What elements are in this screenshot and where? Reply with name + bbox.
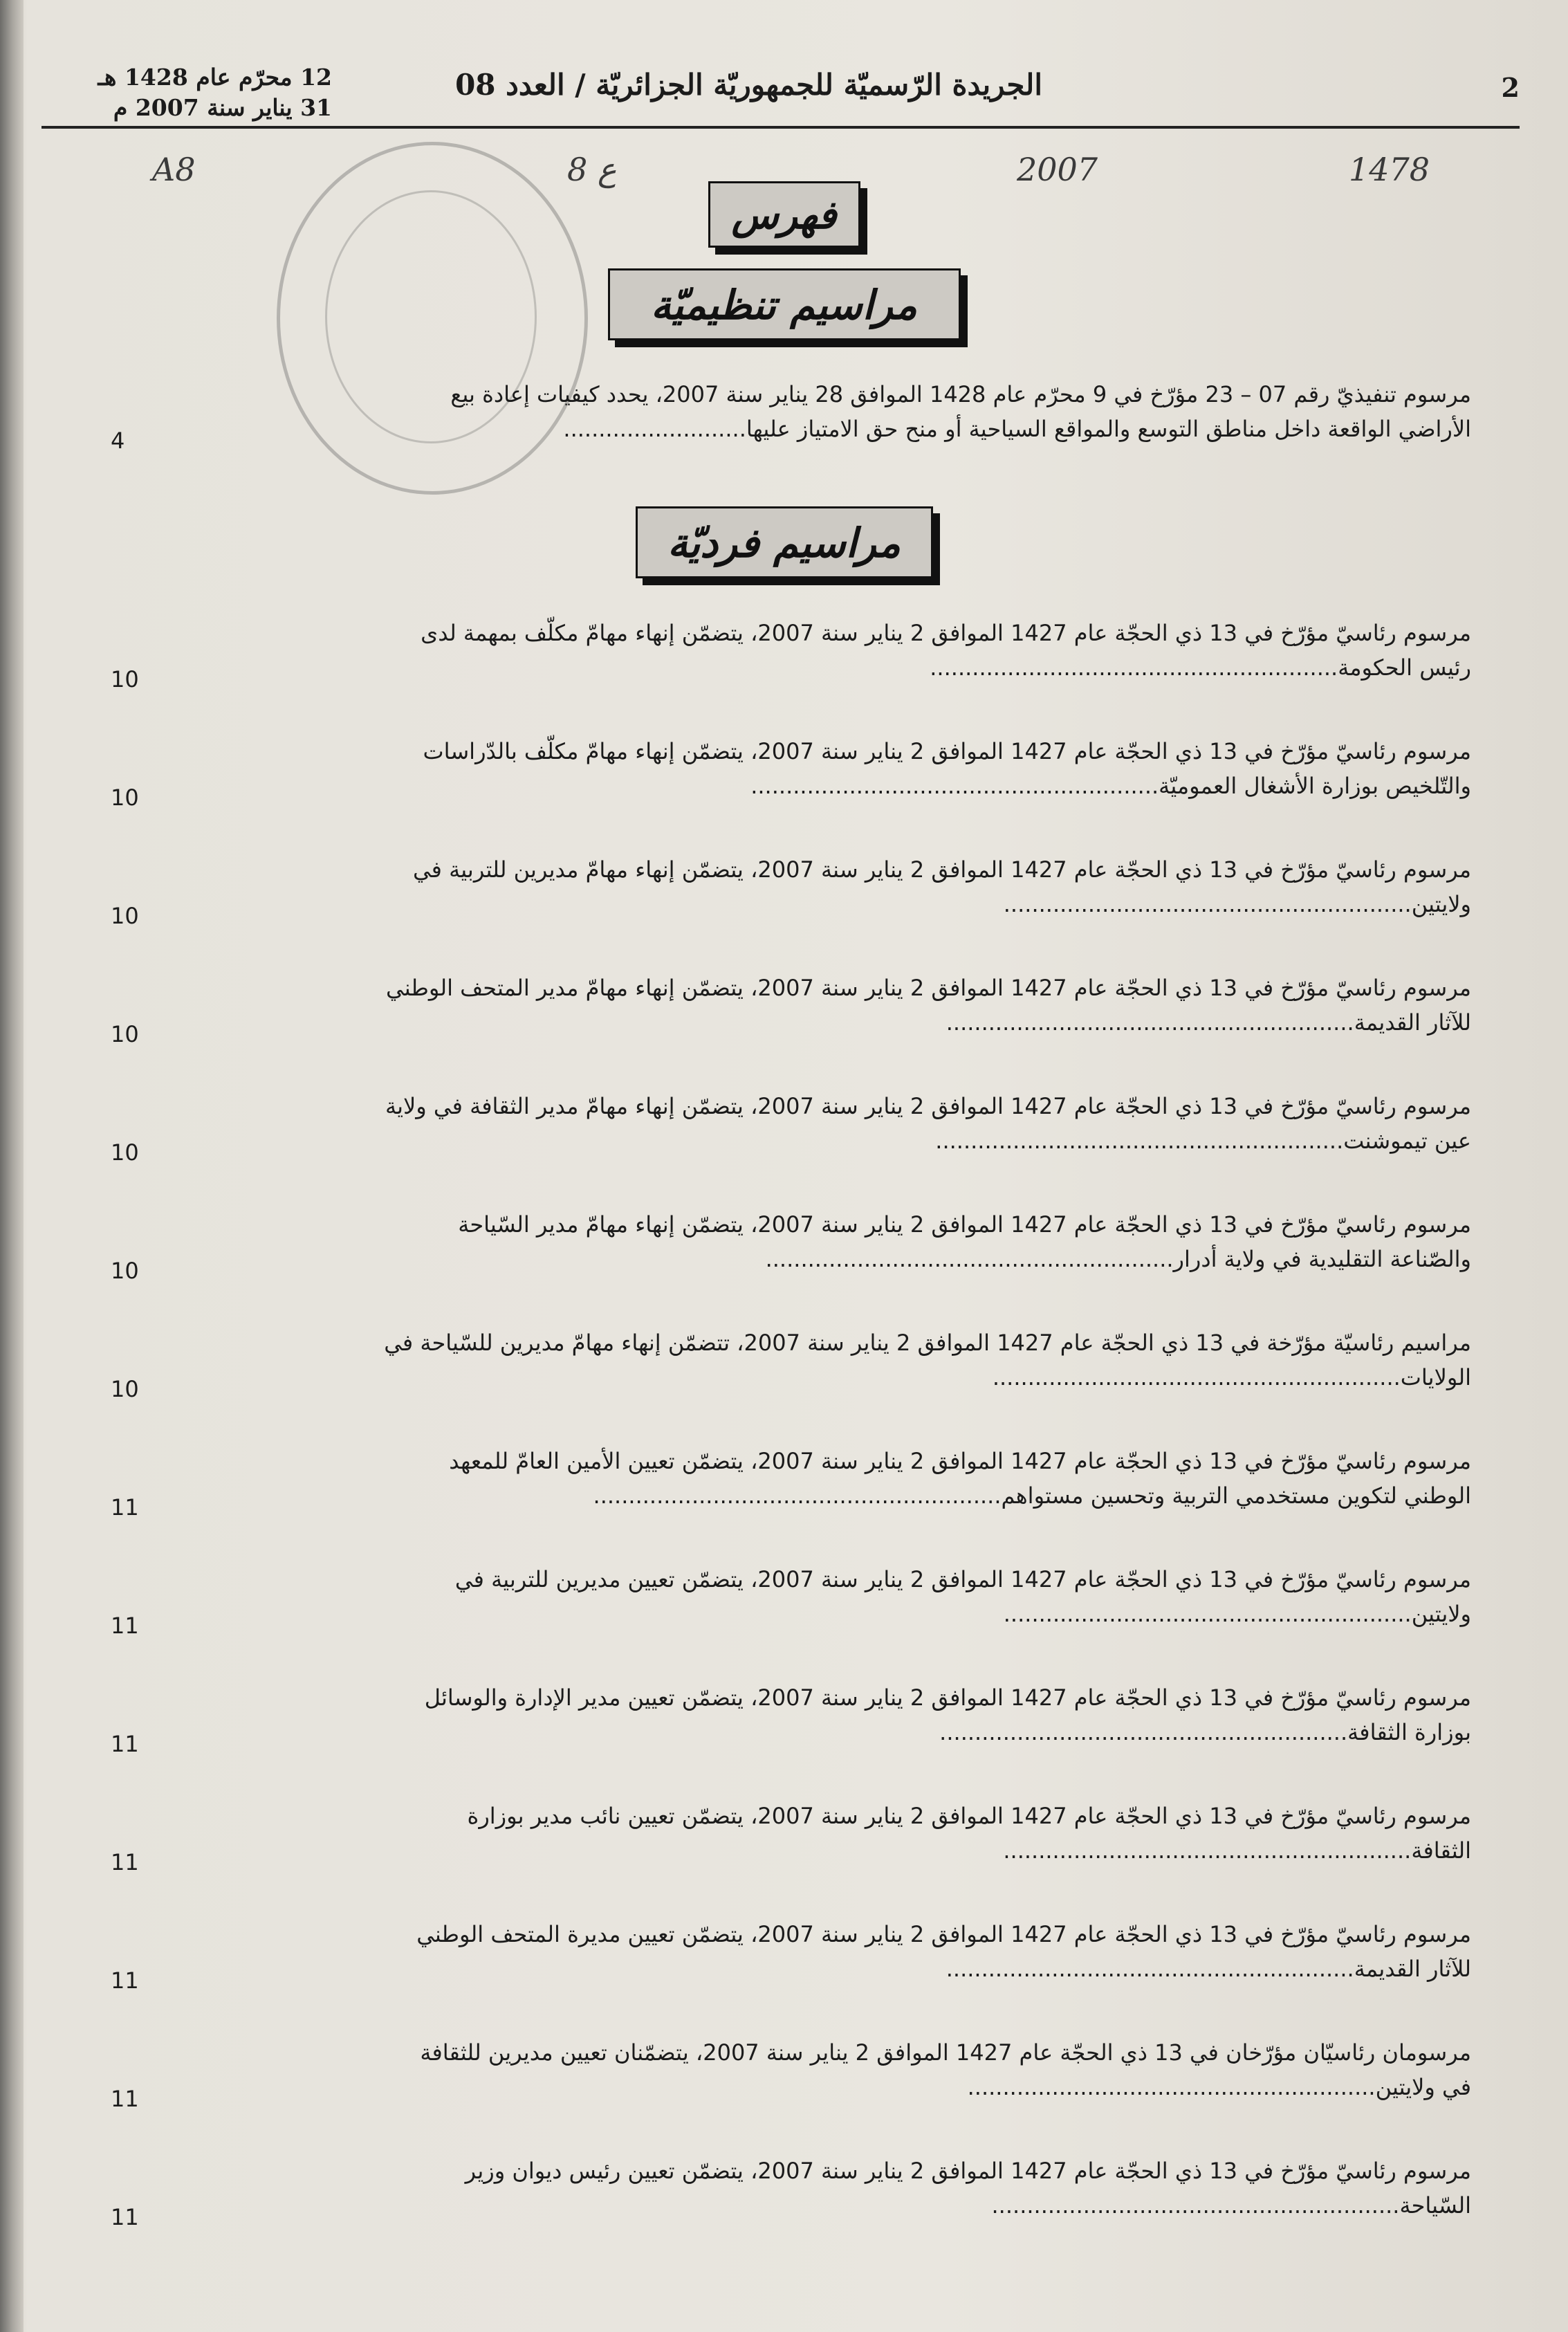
entry-text: للآثار القديمة [1354, 1009, 1471, 1036]
entry-line-1: مرسوم رئاسيّ مؤرّخ في 13 ذي الحجّة عام 1427 الموافق 2 يناير سنة 2007، يتضمّن إنهاء مهامّ مدير الثقافة في ولاية [385, 1093, 1471, 1119]
entry-line-2 [111, 1597, 1471, 1631]
entry-line-2 [111, 1715, 1471, 1750]
entry-page-number: 11 [111, 1731, 139, 1757]
leader-dots: .......................................................... [939, 1719, 1348, 1745]
entry-line-2 [111, 412, 1471, 446]
entry-page-number: 11 [111, 2086, 139, 2112]
individual-decrees-title: مراسيم فرديّة [636, 506, 933, 578]
entry-line-1: مراسيم رئاسيّة مؤرّخة في 13 ذي الحجّة عام 1427 الموافق 2 يناير سنة 2007، تتضمّن إنهاء مهامّ مديرين للسّياحة في [384, 1330, 1471, 1356]
toc-entry [111, 971, 1471, 1040]
entry-line-1: مرسوم رئاسيّ مؤرّخ في 13 ذي الحجّة عام 1427 الموافق 2 يناير سنة 2007، يتضمّن إنهاء مهامّ مدير المتحف الوطني [386, 975, 1471, 1001]
leader-dots: .......................................................... [1003, 891, 1412, 917]
handwritten-code-mid: 8 ع [567, 151, 617, 188]
toc-entry [111, 2154, 1471, 2223]
leader-dots: .......................................................... [593, 1482, 1002, 1509]
entry-line-2 [111, 769, 1471, 803]
entry-line-2 [111, 1952, 1471, 1986]
entry-text: ولايتين [1411, 891, 1471, 917]
toc-entry [111, 616, 1471, 685]
gregorian-date: 31 يناير سنة 2007 م [113, 94, 332, 121]
leader-dots: .......................................................... [1003, 1837, 1412, 1864]
leader-dots: .......................................................... [967, 2074, 1376, 2100]
handwritten-code-left: A8 [152, 151, 196, 188]
journal-title: الجريدة الرّسميّة للجمهوريّة الجزائريّة / العدد 08 [455, 68, 1042, 102]
toc-entry [111, 852, 1471, 921]
header-dates [41, 62, 332, 123]
entry-line-2 [111, 2070, 1471, 2104]
entry-line-1: مرسوم رئاسيّ مؤرّخ في 13 ذي الحجّة عام 1427 الموافق 2 يناير سنة 2007، يتضمّن تعيين مدير الإدارة والوسائل [424, 1684, 1471, 1711]
leader-dots: .......................................................... [935, 1128, 1344, 1154]
page-number: 2 [1501, 72, 1520, 103]
entry-line-1: مرسوم رئاسيّ مؤرّخ في 13 ذي الحجّة عام 1427 الموافق 2 يناير سنة 2007، يتضمّن إنهاء مهامّ مكلّف بالدّراسات [423, 738, 1471, 764]
entry-line-1: مرسوم رئاسيّ مؤرّخ في 13 ذي الحجّة عام 1427 الموافق 2 يناير سنة 2007، يتضمّن تعيين الأمين العامّ للمعهد [449, 1448, 1471, 1474]
toc-entry [111, 1444, 1471, 1513]
header-rule [41, 126, 1520, 129]
entry-page-number: 10 [111, 903, 139, 929]
entry-text: والصّناعة التقليدية في ولاية أدرار [1173, 1246, 1471, 1272]
entry-text: ولايتين [1411, 1601, 1471, 1627]
entry-line-1: مرسوم رئاسيّ مؤرّخ في 13 ذي الحجّة عام 1427 الموافق 2 يناير سنة 2007، يتضمّن تعيين نائب مدير بوزارة [467, 1803, 1471, 1829]
index-title: فهرس [708, 181, 860, 248]
entry-line-2 [111, 1242, 1471, 1276]
leader-dots: .......................................................... [1003, 1601, 1412, 1627]
entry-text: الأراضي الواقعة داخل مناطق التوسع والمواقع السياحية أو منح حق الامتياز عليها [746, 416, 1471, 442]
entry-page-number: 10 [111, 1258, 139, 1284]
leader-dots: .......................................................... [750, 773, 1159, 799]
entry-line-1: مرسومان رئاسيّان مؤرّخان في 13 ذي الحجّة عام 1427 الموافق 2 يناير سنة 2007، يتضمّنان تعيين مديرين للثقافة [420, 2039, 1471, 2066]
entry-line-1: مرسوم رئاسيّ مؤرّخ في 13 ذي الحجّة عام 1427 الموافق 2 يناير سنة 2007، يتضمّن تعيين رئيس ديوان وزير [465, 2158, 1471, 2184]
handwritten-code-right: 1478 [1349, 151, 1430, 188]
entry-line-1: مرسوم رئاسيّ مؤرّخ في 13 ذي الحجّة عام 1427 الموافق 2 يناير سنة 2007، يتضمّن إنهاء مهامّ مدير السّياحة [458, 1211, 1471, 1238]
entry-text: الثقافة [1411, 1837, 1471, 1864]
toc-entry [111, 1207, 1471, 1276]
entry-page-number: 10 [111, 1376, 139, 1402]
leader-dots: .......................................................... [991, 2192, 1400, 2219]
leader-dots: .......................................................... [946, 1009, 1354, 1036]
entry-page-number: 10 [111, 1139, 139, 1166]
entry-line-2 [111, 1478, 1471, 1513]
entry-page-number: 10 [111, 1021, 139, 1047]
leader-dots: .......................................................... [992, 1364, 1401, 1390]
entry-text: الوطني لتكوين مستخدمي التربية وتحسين مستواهم [1001, 1482, 1471, 1509]
entry-line-2 [111, 1360, 1471, 1395]
toc-entry [111, 1325, 1471, 1395]
entry-page-number: 11 [111, 1494, 139, 1521]
entry-line-1: مرسوم رئاسيّ مؤرّخ في 13 ذي الحجّة عام 1427 الموافق 2 يناير سنة 2007، يتضمّن إنهاء مهامّ مديرين للتربية في [412, 856, 1471, 883]
leader-dots: .......................................................... [765, 1246, 1174, 1272]
hijri-date: 12 محرّم عام 1428 هـ [98, 64, 332, 91]
entry-text: والتّلخيص بوزارة الأشغال العموميّة [1159, 773, 1471, 799]
entry-text: للآثار القديمة [1354, 1956, 1471, 1982]
entry-line-2 [111, 1005, 1471, 1040]
entry-line-1: مرسوم رئاسيّ مؤرّخ في 13 ذي الحجّة عام 1427 الموافق 2 يناير سنة 2007، يتضمّن تعيين مديرة المتحف الوطني [416, 1921, 1471, 1947]
handwritten-year: 2007 [1017, 151, 1098, 188]
entry-line-1: مرسوم رئاسيّ مؤرّخ في 13 ذي الحجّة عام 1427 الموافق 2 يناير سنة 2007، يتضمّن تعيين مديرين للتربية في [454, 1566, 1471, 1592]
entry-page-number: 11 [111, 1849, 139, 1875]
entry-text: الولايات [1400, 1364, 1471, 1390]
entry-page-number: 11 [111, 1967, 139, 1994]
leader-dots: .......................... [563, 416, 746, 442]
toc-entry [111, 2035, 1471, 2104]
entry-text: في ولايتين [1375, 2074, 1471, 2100]
page-header [41, 62, 1520, 121]
entry-line-2 [111, 887, 1471, 921]
toc-entry [111, 1089, 1471, 1158]
entry-line-1: مرسوم رئاسيّ مؤرّخ في 13 ذي الحجّة عام 1427 الموافق 2 يناير سنة 2007، يتضمّن إنهاء مهامّ مكلّف بمهمة لدى [421, 620, 1471, 646]
entry-page-number: 11 [111, 2204, 139, 2230]
leader-dots: .......................................................... [946, 1956, 1354, 1982]
binding-shadow [0, 0, 24, 2332]
entry-text: السّياحة [1399, 2192, 1471, 2219]
entry-text: عين تيموشنت [1343, 1128, 1471, 1154]
entry-line-2 [111, 1833, 1471, 1868]
leader-dots: .......................................................... [930, 654, 1338, 681]
regulatory-decrees-title: مراسيم تنظيميّة [608, 268, 961, 340]
entry-text: بوزارة الثقافة [1347, 1719, 1471, 1745]
entry-line-2 [111, 2188, 1471, 2223]
toc-entry [111, 1917, 1471, 1986]
regulatory-entry [111, 377, 1471, 446]
entry-page-number: 10 [111, 784, 139, 811]
entry-line-2 [111, 650, 1471, 685]
entry-page-number: 10 [111, 666, 139, 692]
toc-entry [111, 1562, 1471, 1631]
toc-entry [111, 734, 1471, 803]
toc-entry [111, 1680, 1471, 1750]
entry-line-1: مرسوم تنفيذيّ رقم 07 – 23 مؤرّخ في 9 محرّم عام 1428 الموافق 28 يناير سنة 2007، يحدد كيفيات إعادة بيع [450, 381, 1471, 407]
entry-page-number: 11 [111, 1613, 139, 1639]
entry-page-number: 4 [111, 428, 125, 454]
entry-line-2 [111, 1123, 1471, 1158]
entry-text: رئيس الحكومة [1338, 654, 1471, 681]
toc-entry [111, 1799, 1471, 1868]
